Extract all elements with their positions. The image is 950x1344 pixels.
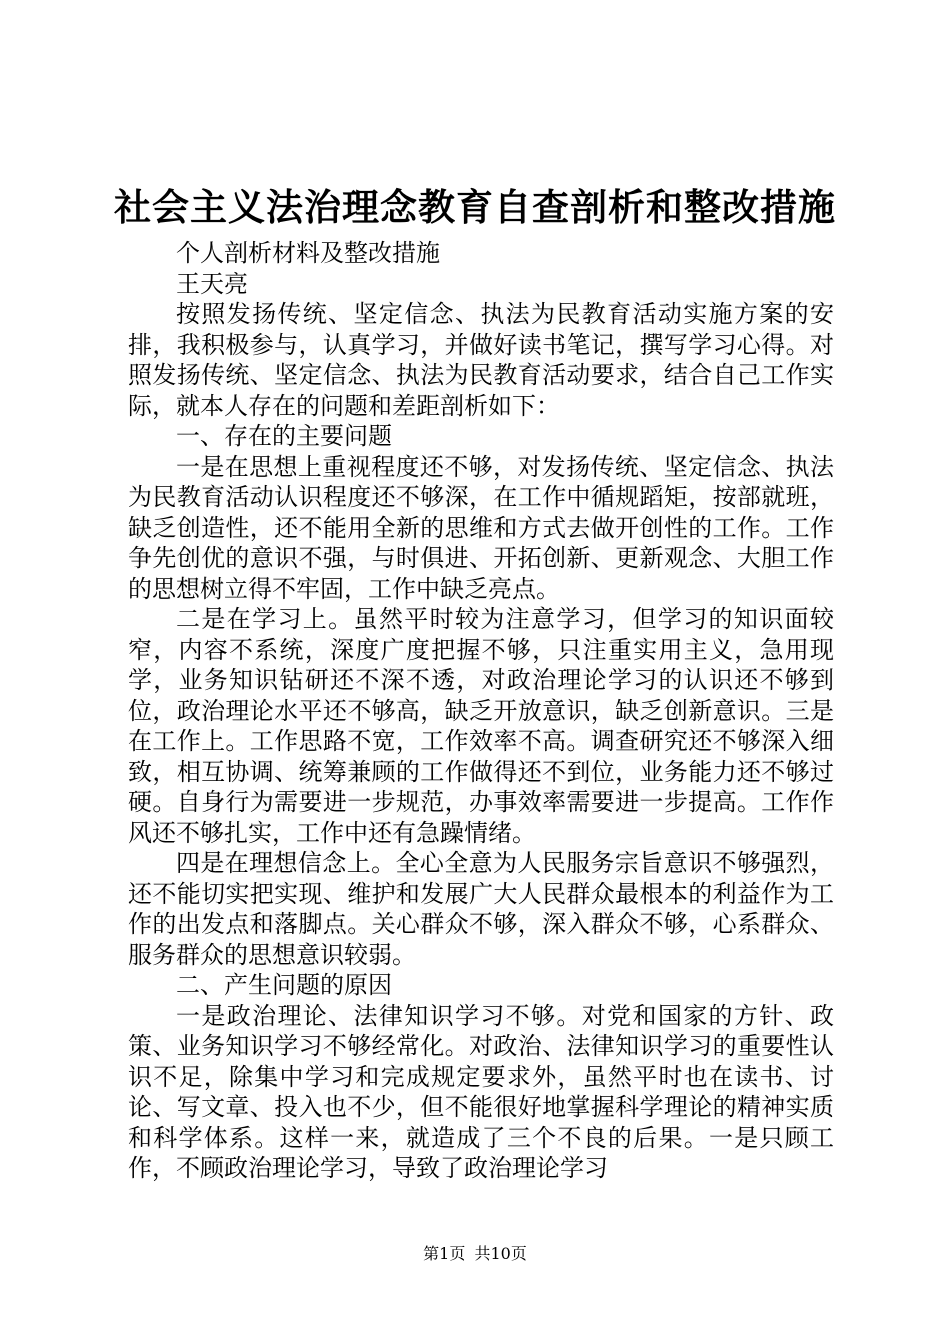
paragraph-problem-2-3: 二是在学习上。虽然平时较为注意学习，但学习的知识面较窄，内容不系统，深度广度把握不够，只注重实用主义，急用现学，业务知识钻研还不深不透，对政治理论学习的认识还不够到位，政治理论水平还不够高，缺乏开放意识，缺乏创新意识。三是在工作上。工作思路不宽，工作效率不高。调查研究还不够深入细致，相互协调、统筹兼顾的工作做得还不到位，业务能力还不够过硬。自身行为需要进一步规范，办事效率需要进一步提高。工作作风还不够扎实，工作中还有急躁情绪。 bbox=[128, 605, 834, 847]
document-author: 王天亮 bbox=[176, 269, 248, 298]
paragraph-problem-1: 一是在思想上重视程度还不够，对发扬传统、坚定信念、执法为民教育活动认识程度还不够深，在工作中循规蹈矩，按部就班，缺乏创造性，还不能用全新的思维和方式去做开创性的工作。工作争先创优的意识不强，与时俱进、开拓创新、更新观念、大胆工作的思想树立得不牢固，工作中缺乏亮点。 bbox=[128, 452, 834, 603]
page-footer bbox=[0, 1244, 950, 1264]
paragraph-cause-1: 一是政治理论、法律知识学习不够。对党和国家的方针、政策、业务知识学习不够经常化。对政治、法律知识学习的重要性认识不足，除集中学习和完成规定要求外，虽然平时也在读书、讨论、写文章、投入也不少，但不能很好地掌握科学理论的精神实质和科学体系。这样一来，就造成了三个不良的后果。一是只顾工作，不顾政治理论学习，导致了政治理论学习 bbox=[128, 1001, 834, 1182]
document-body bbox=[128, 238, 834, 1184]
document-subtitle: 个人剖析材料及整改措施 bbox=[176, 239, 440, 267]
paragraph-intro: 按照发扬传统、坚定信念、执法为民教育活动实施方案的安排，我积极参与，认真学习，并做好读书笔记，撰写学习心得。对照发扬传统、坚定信念、执法为民教育活动要求，结合自己工作实际，就本人存在的问题和差距剖析如下： bbox=[128, 300, 834, 420]
paragraph-problem-4: 四是在理想信念上。全心全意为人民服务宗旨意识不够强烈，还不能切实把实现、维护和发展广大人民群众最根本的利益作为工作的出发点和落脚点。关心群众不够，深入群众不够，心系群众、服务群众的思想意识较弱。 bbox=[128, 849, 834, 969]
page-number: 第1页 bbox=[423, 1244, 466, 1263]
document-title: 社会主义法治理念教育自查剖析和整改措施 bbox=[114, 185, 836, 229]
section-heading-problems: 一、存在的主要问题 bbox=[176, 422, 392, 450]
page-total: 共10页 bbox=[474, 1244, 527, 1263]
section-heading-causes: 二、产生问题的原因 bbox=[176, 971, 392, 999]
